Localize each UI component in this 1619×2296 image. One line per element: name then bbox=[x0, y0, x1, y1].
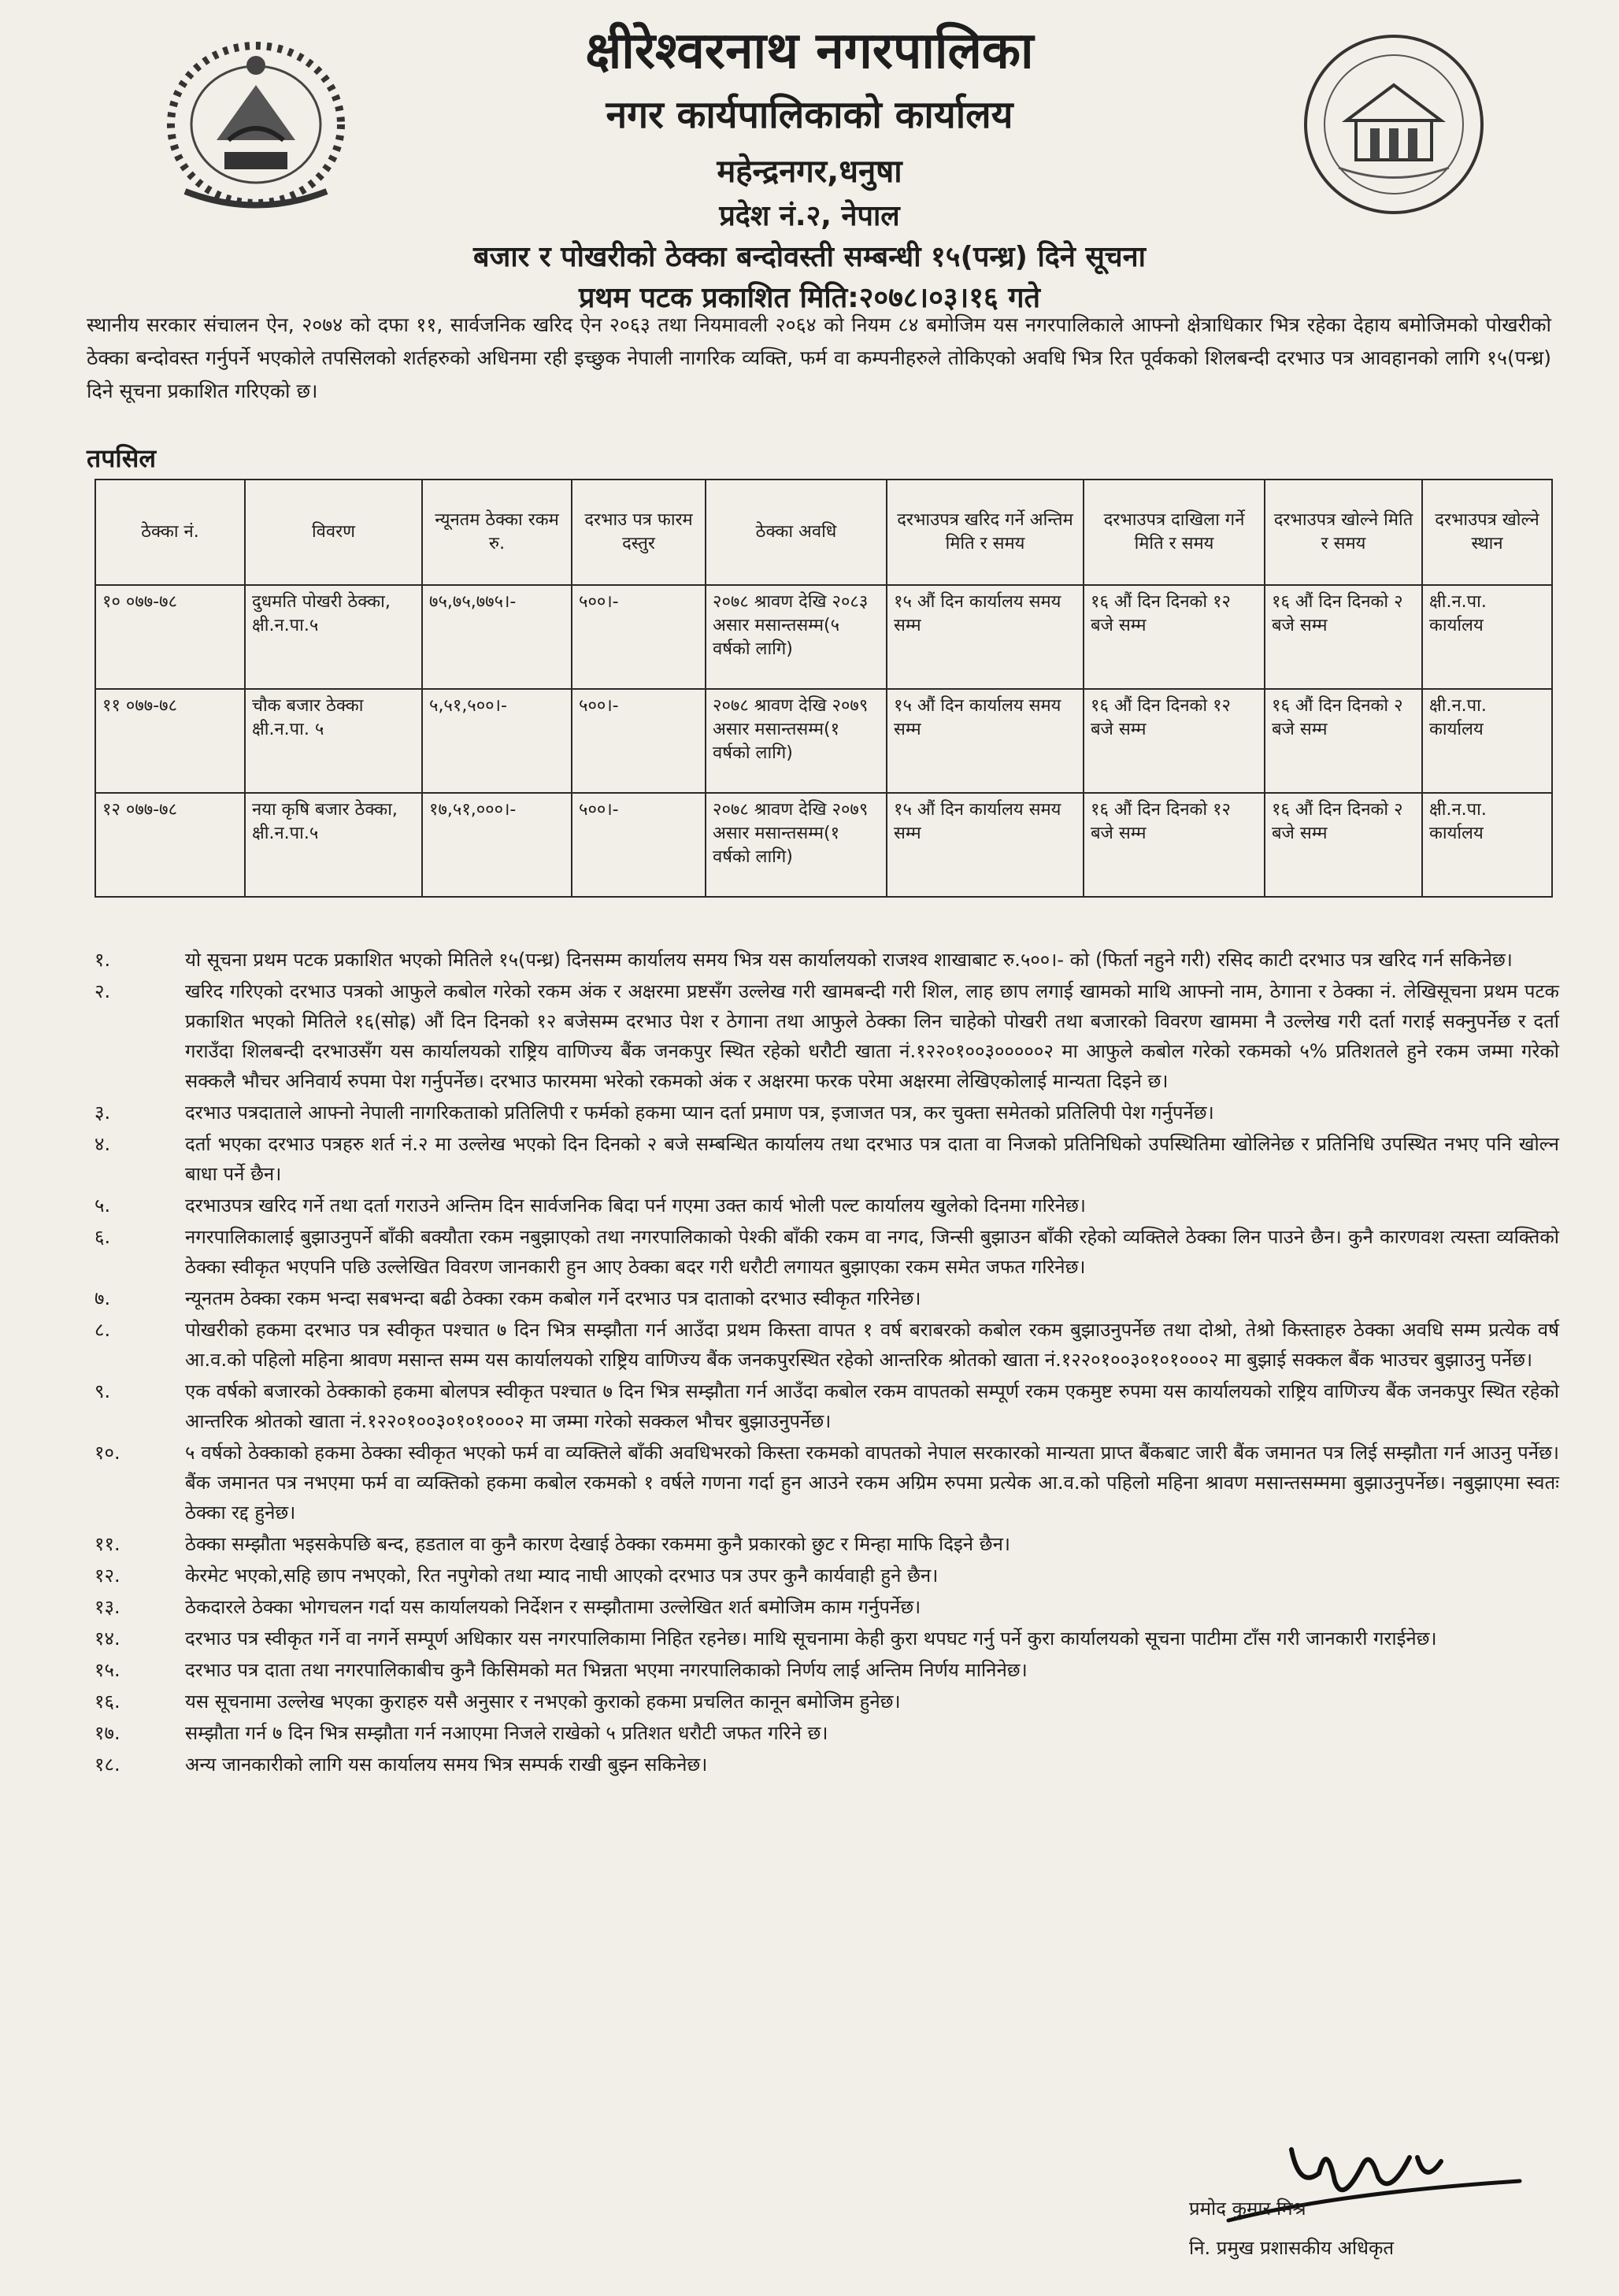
item-text: न्यूनतम ठेक्का रकम भन्दा सबभन्दा बढी ठेक्का रकम कबोल गर्ने दरभाउ पत्र दाताको दरभाउ स्वीकृत गरिनेछ। bbox=[185, 1287, 921, 1309]
item-text: ठेकदारले ठेक्का भोगचलन गर्दा यस कार्यालयको निर्देशन र सम्झौतामा उल्लेखित शर्त बमोजिम काम गर्नुपर्नेछ। bbox=[185, 1596, 921, 1618]
table-cell: ११ ०७७-७८ bbox=[95, 689, 245, 793]
province-line: प्रदेश नं.२, नेपाल bbox=[719, 200, 900, 232]
col-header-form-fee: दरभाउ पत्र फारम दस्तुर bbox=[572, 480, 706, 585]
col-header-description: विवरण bbox=[245, 480, 422, 585]
table-header-row bbox=[95, 480, 1552, 585]
table-cell: २०७८ श्रावण देखि २०७९ असार मसान्तसम्म(१ वर्षको लागि) bbox=[706, 793, 887, 897]
table-cell: २०७८ श्रावण देखि २०७९ असार मसान्तसम्म(१ वर्षको लागि) bbox=[706, 689, 887, 793]
table-cell: दुधमति पोखरी ठेक्का, क्षी.न.पा.५ bbox=[245, 585, 422, 689]
item-number: ७. bbox=[94, 1287, 111, 1309]
schedule-heading: तपसिल bbox=[87, 443, 157, 473]
table-cell: ७५,७५,७७५।- bbox=[422, 585, 572, 689]
table-cell: क्षी.न.पा. कार्यालय bbox=[1422, 585, 1552, 689]
list-item bbox=[79, 1438, 1559, 1528]
list-item bbox=[79, 1129, 1559, 1189]
list-item bbox=[79, 1687, 1559, 1716]
item-number: ४. bbox=[94, 1133, 111, 1155]
item-number: ५. bbox=[94, 1194, 111, 1217]
list-item bbox=[79, 1592, 1559, 1622]
item-text: नगरपालिकालाई बुझाउनुपर्ने बाँकी बक्यौता रकम नबुझाएको तथा नगरपालिकाको पेश्की बाँकी रकम वा नगद, जिन्सी बुझाउन बाँकी रहेको व्यक्तिले ठेक्का लिन पाउने छैन। कुनै कारणवश त्यस्ता व्यक्तिको ठेक्का स्वीकृत भएपनि पछि उल्लेखित विवरण जानकारी हुन आए ठेक्का बदर गरी धरौटी लगायत बुझाएका रकम समेत जफत गरिनेछ। bbox=[185, 1226, 1559, 1278]
item-text: दरभाउ पत्र दाता तथा नगरपालिकाबीच कुनै किसिमको मत भिन्नता भएमा नगरपालिकाको निर्णय लाई अन्तिम निर्णय मानिनेछ। bbox=[185, 1659, 1028, 1681]
item-text: अन्य जानकारीको लागि यस कार्यालय समय भित्र सम्पर्क राखी बुझ्न सकिनेछ। bbox=[185, 1753, 708, 1776]
list-item bbox=[79, 945, 1559, 975]
item-number: ८. bbox=[94, 1319, 111, 1341]
col-header-contract-no: ठेक्का नं. bbox=[95, 480, 245, 585]
intro-paragraph: स्थानीय सरकार संचालन ऐन, २०७४ को दफा ११, सार्वजनिक खरिद ऐन २०६३ तथा नियमावली २०६४ को नियम ८४ बमोजिम यस नगरपालिकाले आफ्नो क्षेत्राधिकार भित्र रहेका देहाय बमोजिमको पोखरीको ठेक्का बन्दोवस्त गर्नुपर्ने भएकोले तपसिलको शर्तहरुको अधिनमा रही इच्छुक नेपाली नागरिक व्यक्ति, फर्म वा कम्पनीहरुले तोकिएको अवधि भित्र रित पूर्वकको शिलबन्दी दरभाउ पत्र आवहानको लागि १५(पन्ध्र) दिने सूचना प्रकाशित गरिएको छ। bbox=[87, 313, 1551, 402]
item-text: खरिद गरिएको दरभाउ पत्रको आफुले कबोल गरेको रकम अंक र अक्षरमा प्रष्टसँग उल्लेख गरी खामबन्दी गरी शिल, लाह छाप लगाई खामको माथि आफ्नो नाम, ठेगाना र ठेक्का नं. लेखिसूचना प्रथम पटक प्रकाशित भएको मितिले १६(सोह्र) औं दिन दिनको १२ बजेसम्म दरभाउ पेश र ठेगाना तथा आफुले ठेक्का लिन चाहेको पोखरी तथा बजारको विवरण खाममा नै उल्लेख गरी दर्ता गराई सक्नुपर्नेछ र दर्ता गराउँदा शिलबन्दी दरभाउसँग यस कार्यालयको राष्ट्रिय वाणिज्य बैंक जनकपुर स्थित रहेको धरौटी खाता नं.१२२०१००३०००००२ मा आफुले कबोल गरेको रकमको ५% प्रतिशतले हुने रकम जम्मा गरेको सक्कलै भौचर अनिवार्य रुपमा पेश गर्नुपर्नेछ। दरभाउ फारममा भरेको रकमको अंक र अक्षरमा फरक परेमा अक्षरमा लेखिएकोलाई मान्यता दिइने छ। bbox=[185, 980, 1559, 1092]
item-number: १५. bbox=[94, 1659, 120, 1681]
col-header-submission-deadline: दरभाउपत्र दाखिला गर्ने मिति र समय bbox=[1084, 480, 1265, 585]
notice-title: बजार र पोखरीको ठेक्का बन्दोवस्ती सम्बन्धी १५(पन्ध्र) दिने सूचना bbox=[473, 241, 1146, 273]
table-cell: १६ औं दिन दिनको २ बजे सम्म bbox=[1265, 689, 1422, 793]
signatory-name: प्रमोद कुमार मिश्र bbox=[1189, 2198, 1306, 2220]
municipality-name: क्षीरेश्वरनाथ नगरपालिका bbox=[585, 22, 1034, 80]
col-header-min-amount: न्यूनतम ठेक्का रकम रु. bbox=[422, 480, 572, 585]
list-item bbox=[79, 1098, 1559, 1128]
list-item bbox=[79, 1191, 1559, 1220]
list-item bbox=[79, 1718, 1559, 1748]
col-header-purchase-deadline: दरभाउपत्र खरिद गर्ने अन्तिम मिति र समय bbox=[887, 480, 1084, 585]
item-number: १२. bbox=[94, 1565, 120, 1587]
item-text: यो सूचना प्रथम पटक प्रकाशित भएको मितिले १५(पन्ध्र) दिनसम्म कार्यालय समय भित्र यस कार्यालयको राजश्व शाखाबाट रु.५००।- को (फिर्ता नहुने गरी) रसिद काटी दरभाउ पत्र खरिद गर्न सकिनेछ। bbox=[185, 949, 1513, 971]
table-cell: १६ औं दिन दिनको १२ बजे सम्म bbox=[1084, 689, 1265, 793]
item-number: ११. bbox=[94, 1533, 120, 1555]
office-address: महेन्द्रनगर,धनुषा bbox=[717, 154, 902, 190]
item-text: पोखरीको हकमा दरभाउ पत्र स्वीकृत पश्चात ७ दिन भित्र सम्झौता गर्न आउँदा प्रथम किस्ता वापत १ वर्ष बराबरको कबोल रकम बुझाउनुपर्नेछ तथा दोश्रो, तेश्रो किस्ताहरु ठेक्का अवधि सम्म प्रत्येक वर्ष आ.व.को पहिलो महिना श्रावण मसान्त सम्म यस कार्यालयको राष्ट्रिय वाणिज्य बैंक जनकपुरस्थित रहेको आन्तरिक श्रोतको खाता नं.१२२०१००३०१०१०००२ मा बुझाई सक्कल बैंक भाउचर बुझाउनु पर्नेछ। bbox=[185, 1319, 1559, 1371]
item-text: दरभाउ पत्र स्वीकृत गर्ने वा नगर्ने सम्पूर्ण अधिकार यस नगरपालिकामा निहित रहनेछ। माथि सूचनामा केही कुरा थपघट गर्नु पर्ने कुरा कार्यालयको सूचना पाटीमा टाँस गरी जानकारी गराईनेछ। bbox=[185, 1628, 1437, 1650]
col-header-period: ठेक्का अवधि bbox=[706, 480, 887, 585]
list-item bbox=[79, 976, 1559, 1096]
table-cell: १६ औं दिन दिनको १२ बजे सम्म bbox=[1084, 585, 1265, 689]
item-number: २. bbox=[94, 980, 111, 1002]
table-cell: १६ औं दिन दिनको २ बजे सम्म bbox=[1265, 585, 1422, 689]
table-cell: १७,५१,०००।- bbox=[422, 793, 572, 897]
list-item bbox=[79, 1315, 1559, 1375]
list-item bbox=[79, 1624, 1559, 1653]
table-cell: ५,५१,५००।- bbox=[422, 689, 572, 793]
col-header-opening-place: दरभाउपत्र खोल्ने स्थान bbox=[1422, 480, 1552, 585]
item-text: केरमेट भएको,सहि छाप नभएको, रित नपुगेको तथा म्याद नाघी आएको दरभाउ पत्र उपर कुनै कार्यवाही हुने छैन। bbox=[185, 1565, 939, 1587]
table-row bbox=[95, 793, 1552, 897]
contract-table bbox=[94, 479, 1553, 898]
table-cell: नया कृषि बजार ठेक्का, क्षी.न.पा.५ bbox=[245, 793, 422, 897]
signatory-title: नि. प्रमुख प्रशासकीय अधिकृत bbox=[1189, 2237, 1395, 2259]
table-cell: १५ औं दिन कार्यालय समय सम्म bbox=[887, 689, 1084, 793]
table-cell: क्षी.न.पा. कार्यालय bbox=[1422, 689, 1552, 793]
table-cell: १६ औं दिन दिनको १२ बजे सम्म bbox=[1084, 793, 1265, 897]
office-name: नगर कार्यपालिकाको कार्यालय bbox=[606, 93, 1013, 137]
item-number: ६. bbox=[94, 1226, 111, 1248]
list-item bbox=[79, 1655, 1559, 1685]
item-number: ९. bbox=[94, 1380, 111, 1402]
table-cell: ५००।- bbox=[572, 585, 706, 689]
item-text: दर्ता भएका दरभाउ पत्रहरु शर्त नं.२ मा उल्लेख भएको दिन दिनको २ बजे सम्बन्धित कार्यालय तथा दरभाउ पत्र दाता वा निजको प्रतिनिधिको उपस्थितिमा खोलिनेछ र प्रतिनिधि उपस्थित नभए पनि खोल्न बाधा पर्ने छैन। bbox=[185, 1133, 1559, 1185]
item-number: १४. bbox=[94, 1628, 120, 1650]
list-item bbox=[79, 1529, 1559, 1559]
item-number: १८. bbox=[94, 1753, 120, 1776]
item-text: दरभाउपत्र खरिद गर्ने तथा दर्ता गराउने अन्तिम दिन सार्वजनिक बिदा पर्न गएमा उक्त कार्य भोली पल्ट कार्यालय खुलेको दिनमा गरिनेछ। bbox=[185, 1194, 1086, 1217]
item-number: १६. bbox=[94, 1691, 120, 1713]
publish-date: प्रथम पटक प्रकाशित मिति:२०७८।०३।१६ गते bbox=[578, 282, 1041, 314]
table-cell: १५ औं दिन कार्यालय समय सम्म bbox=[887, 585, 1084, 689]
list-item bbox=[79, 1222, 1559, 1282]
table-cell: ५००।- bbox=[572, 689, 706, 793]
table-cell: १६ औं दिन दिनको २ बजे सम्म bbox=[1265, 793, 1422, 897]
conditions-list bbox=[79, 945, 1559, 1781]
table-cell: १० ०७७-७८ bbox=[95, 585, 245, 689]
table-cell: १५ औं दिन कार्यालय समय सम्म bbox=[887, 793, 1084, 897]
table-cell: १२ ०७७-७८ bbox=[95, 793, 245, 897]
item-text: एक वर्षको बजारको ठेक्काको हकमा बोलपत्र स्वीकृत पश्चात ७ दिन भित्र सम्झौता गर्न आउँदा कबोल रकम वापतको सम्पूर्ण रकम एकमुष्ट रुपमा यस कार्यालयको राष्ट्रिय वाणिज्य बैंक जनकपुर स्थित रहेको आन्तरिक श्रोतको खाता नं.१२२०१००३०१०१०००२ मा जम्मा गरेको सक्कल भौचर बुझाउनुपर्नेछ। bbox=[185, 1380, 1559, 1432]
item-text: ठेक्का सम्झौता भइसकेपछि बन्द, हडताल वा कुनै कारण देखाई ठेक्का रकममा कुनै प्रकारको छुट र मिन्हा माफि दिइने छैन। bbox=[185, 1533, 1010, 1555]
item-text: ५ वर्षको ठेक्काको हकमा ठेक्का स्वीकृत भएको फर्म वा व्यक्तिले बाँकी अवधिभरको किस्ता रकमको वापतको नेपाल सरकारको मान्यता प्राप्त बैंकबाट जारी बैंक जमानत पत्र लिई सम्झौता गर्न आउनु पर्नेछ। बैंक जमानत पत्र नभएमा फर्म वा व्यक्तिको हकमा कबोल रकमको १ वर्षले गणना गर्दा हुन आउने रकम अग्रिम रुपमा प्रत्येक आ.व.को पहिलो महिना श्रावण मसान्तसम्ममा बुझाउनुपर्नेछ। नबुझाएमा स्वतः ठेक्का रद्द हुनेछ। bbox=[185, 1442, 1559, 1524]
list-item bbox=[79, 1561, 1559, 1591]
list-item bbox=[79, 1283, 1559, 1313]
col-header-opening-time: दरभाउपत्र खोल्ने मिति र समय bbox=[1265, 480, 1422, 585]
table-cell: ५००।- bbox=[572, 793, 706, 897]
table-row bbox=[95, 689, 1552, 793]
list-item bbox=[79, 1376, 1559, 1436]
table-cell: चौक बजार ठेक्का क्षी.न.पा. ५ bbox=[245, 689, 422, 793]
table-row bbox=[95, 585, 1552, 689]
item-number: १७. bbox=[94, 1722, 120, 1744]
item-number: १. bbox=[94, 949, 111, 971]
item-text: सम्झौता गर्न ७ दिन भित्र सम्झौता गर्न नआएमा निजले राखेको ५ प्रतिशत धरौटी जफत गरिने छ। bbox=[185, 1722, 828, 1744]
item-text: यस सूचनामा उल्लेख भएका कुराहरु यसै अनुसार र नभएको कुराको हकमा प्रचलित कानून बमोजिम हुनेछ। bbox=[185, 1691, 901, 1713]
table-cell: २०७८ श्रावण देखि २०८३ असार मसान्तसम्म(५ वर्षको लागि) bbox=[706, 585, 887, 689]
item-text: दरभाउ पत्रदाताले आफ्नो नेपाली नागरिकताको प्रतिलिपी र फर्मको हकमा प्यान दर्ता प्रमाण पत्र, इजाजत पत्र, कर चुक्ता समेतको प्रतिलिपी पेश गर्नुपर्नेछ। bbox=[185, 1102, 1214, 1124]
item-number: ३. bbox=[94, 1102, 111, 1124]
list-item bbox=[79, 1750, 1559, 1779]
item-number: १०. bbox=[94, 1442, 120, 1464]
item-number: १३. bbox=[94, 1596, 120, 1618]
table-cell: क्षी.न.पा. कार्यालय bbox=[1422, 793, 1552, 897]
